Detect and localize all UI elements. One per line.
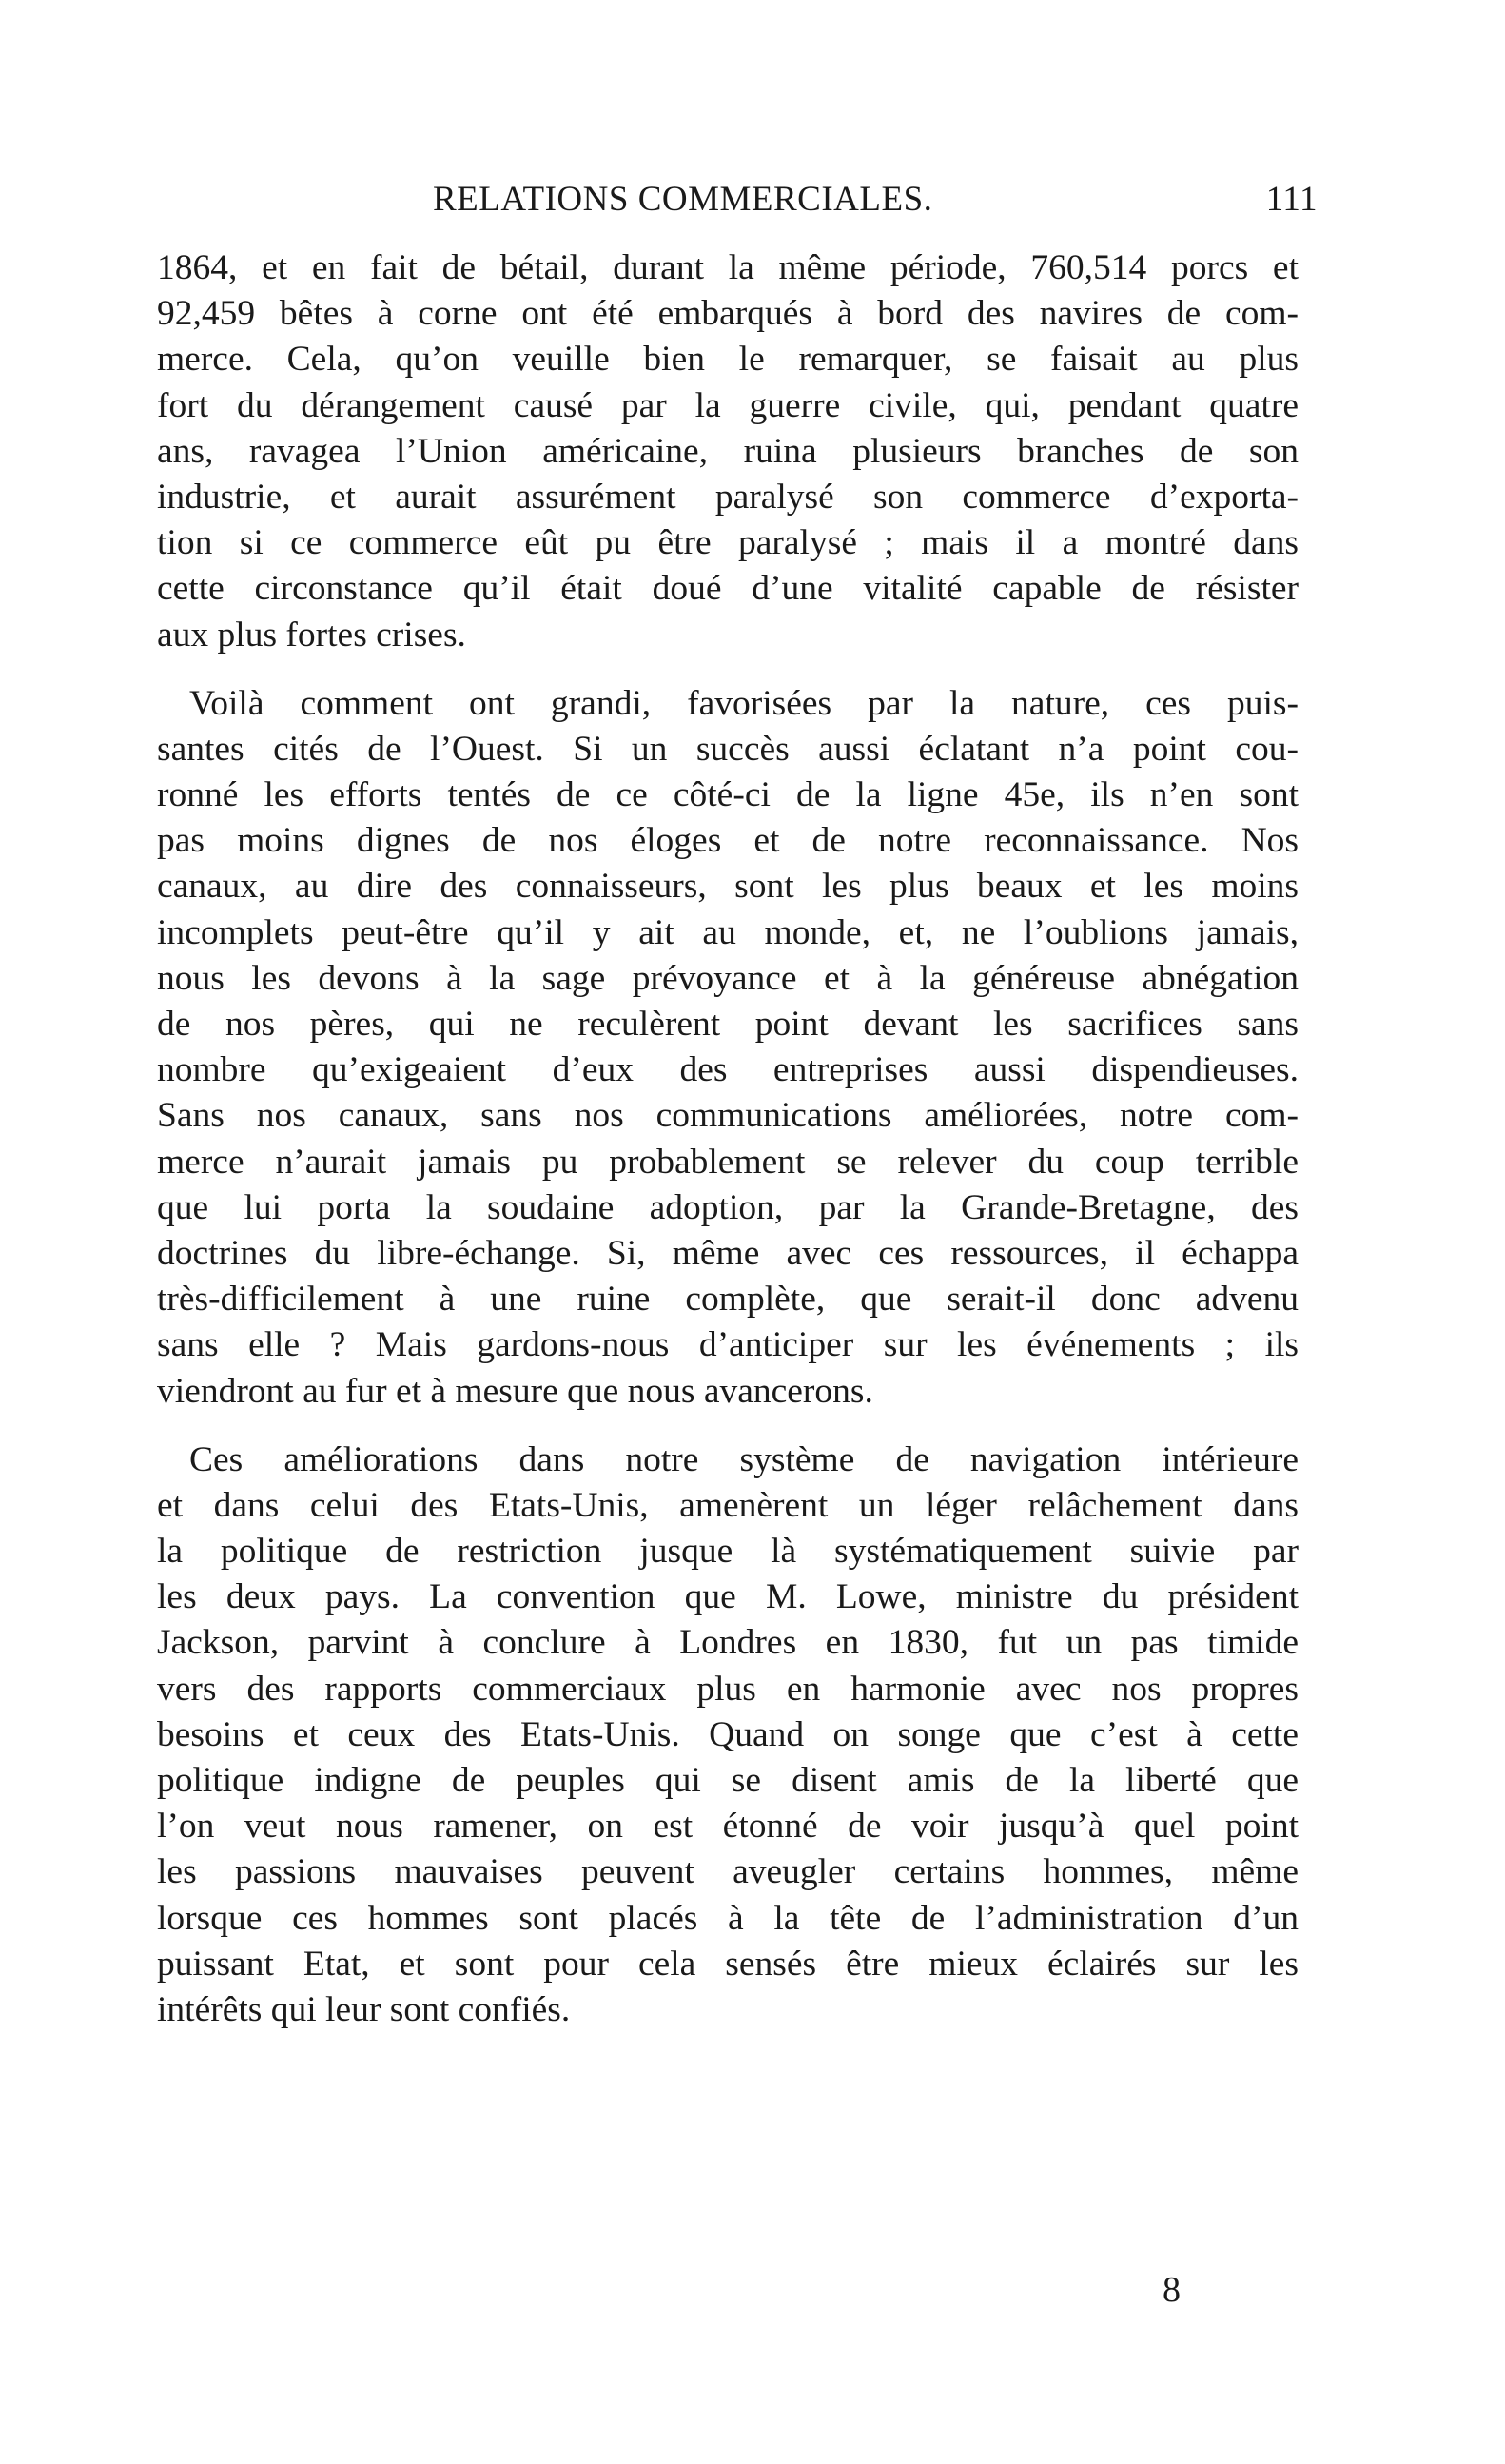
text-line: tion si ce commerce eût pu être paralysé ; mais il a montré dans [157,523,1299,563]
text-line: merce. Cela, qu’on veuille bien le remarquer, se faisait au plus [157,340,1299,380]
text-line: pas moins dignes de nos éloges et de notre reconnaissance. Nos [157,821,1299,861]
page-number: 111 [1265,180,1318,219]
text-line: de nos pères, qui ne reculèrent point devant les sacrifices sans [157,1005,1299,1044]
running-header [157,179,1318,226]
paragraph-3 [157,1437,1299,2033]
text-line: canaux, au dire des connaisseurs, sont les plus beaux et les moins [157,867,1299,907]
text-line: nous les devons à la sage prévoyance et à la généreuse abnégation [157,958,1299,998]
text-line: Jackson, parvint à conclure à Londres en 1830, fut un pas timide [157,1623,1299,1663]
text-line: la politique de restriction jusque là systématiquement suivie par [157,1532,1299,1572]
text-line: doctrines du libre-échange. Si, même avec ces ressources, il échappa [157,1233,1299,1273]
text-line: 1864, et en fait de bétail, durant la même période, 760,514 porcs et [157,248,1299,287]
text-line: vers des rapports commerciaux plus en harmonie avec nos propres [157,1669,1299,1709]
text-line: sans elle ? Mais gardons-nous d’anticiper sur les événements ; ils [157,1325,1299,1365]
paragraph-1 [157,245,1299,658]
text-line: Sans nos canaux, sans nos communications améliorées, notre com- [157,1096,1299,1136]
text-line: ans, ravagea l’Union américaine, ruina plusieurs branches de son [157,431,1299,471]
text-line: aux plus fortes crises. [157,615,466,655]
text-line: santes cités de l’Ouest. Si un succès aussi éclatant n’a point cou- [157,729,1299,769]
text-line: que lui porta la soudaine adoption, par la Grande-Bretagne, des [157,1187,1299,1227]
text-line: Ces améliorations dans notre système de navigation intérieure [189,1439,1299,1479]
text-line: lorsque ces hommes sont placés à la tête de l’administration d’un [157,1898,1299,1938]
text-line: politique indigne de peuples qui se disent amis de la liberté que [157,1761,1299,1800]
running-title: RELATIONS COMMERCIALES. [433,180,933,219]
text-line: et dans celui des Etats-Unis, amenèrent un léger relâchement dans [157,1485,1299,1525]
text-line: puissant Etat, et sont pour cela sensés être mieux éclairés sur les [157,1944,1299,1984]
text-line: ronné les efforts tentés de ce côté-ci de la ligne 45e, ils n’en sont [157,775,1299,815]
text-line: nombre qu’exigeaient d’eux des entreprises aussi dispendieuses. [157,1050,1299,1090]
text-line: besoins et ceux des Etats-Unis. Quand on songe que c’est à cette [157,1714,1299,1754]
body-text [157,245,1299,2033]
text-line: incomplets peut-être qu’il y ait au monde, et, ne l’oublions jamais, [157,912,1299,952]
text-line: Voilà comment ont grandi, favorisées par la nature, ces puis- [189,683,1299,723]
text-line: l’on veut nous ramener, on est étonné de voir jusqu’à quel point [157,1807,1299,1847]
text-line: les passions mauvaises peuvent aveugler certains hommes, même [157,1852,1299,1892]
text-line: fort du dérangement causé par la guerre civile, qui, pendant quatre [157,385,1299,425]
text-line: 92,459 bêtes à corne ont été embarqués à bord des navires de com- [157,294,1299,334]
text-line: viendront au fur et à mesure que nous avancerons. [157,1371,873,1411]
text-line: les deux pays. La convention que M. Lowe, ministre du président [157,1577,1299,1617]
text-line: cette circonstance qu’il était doué d’une vitalité capable de résister [157,569,1299,609]
text-line: merce n’aurait jamais pu probablement se relever du coup terrible [157,1142,1299,1182]
text-line: industrie, et aurait assurément paralysé son commerce d’exporta- [157,477,1299,517]
text-line: très-difficilement à une ruine complète, que serait-il donc advenu [157,1280,1299,1320]
signature-mark: 8 [1163,2270,1181,2310]
paragraph-2 [157,681,1299,1415]
text-line: intérêts qui leur sont confiés. [157,1989,571,2029]
